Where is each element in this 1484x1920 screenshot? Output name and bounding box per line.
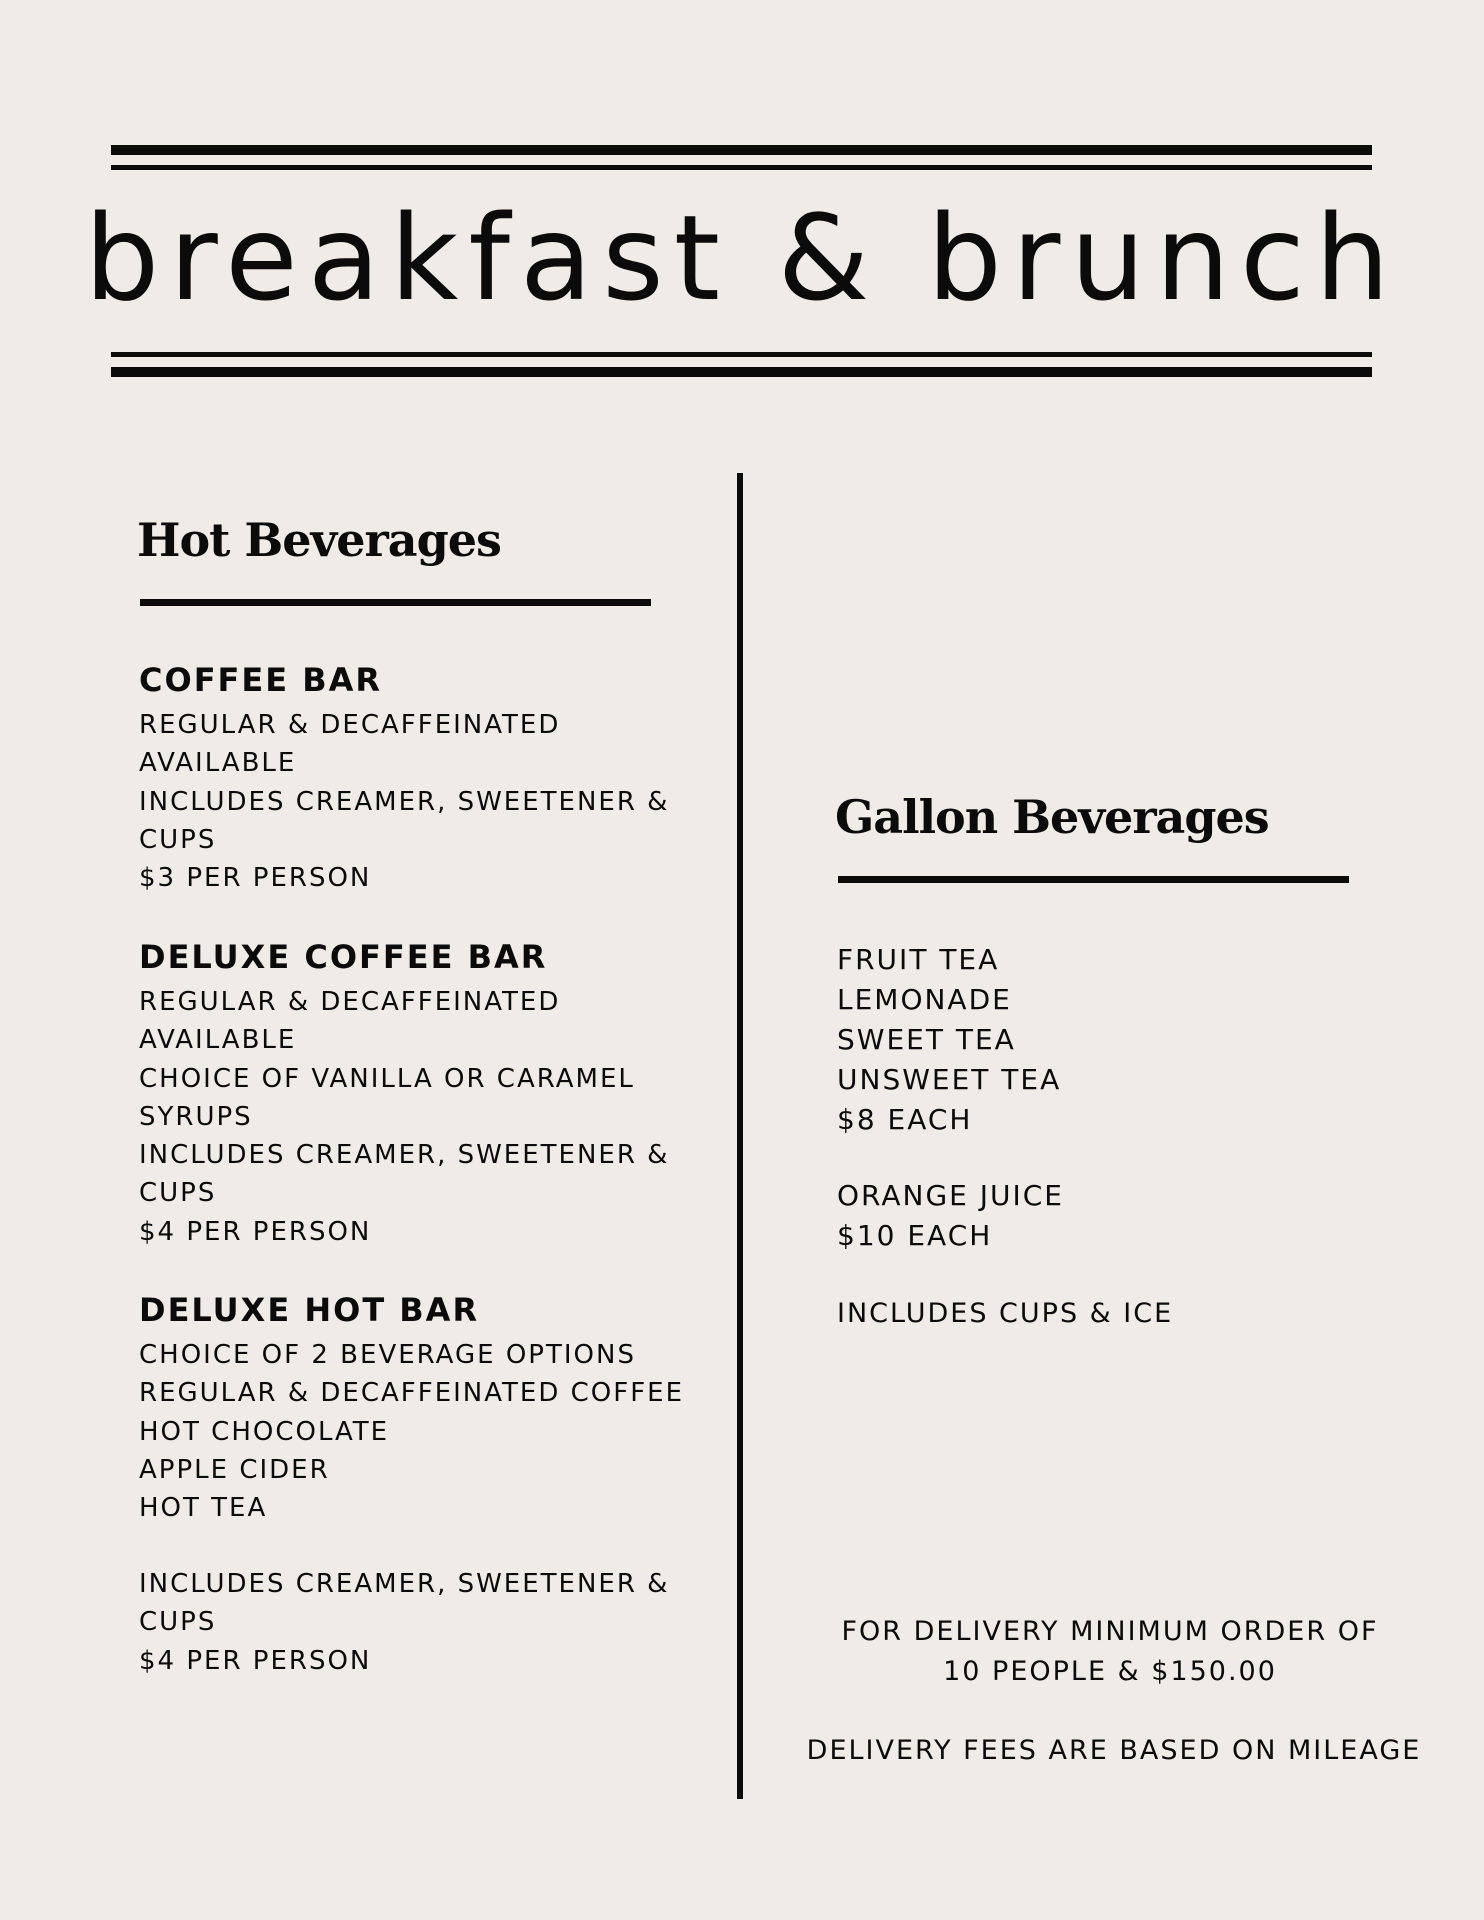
deluxe-hot-bar-price: $4 PER PERSON bbox=[139, 1645, 372, 1676]
coffee-bar-details bbox=[139, 706, 669, 897]
gallon-tea-price: $8 EACH bbox=[837, 1103, 973, 1136]
header-rule-bottom-thin bbox=[111, 352, 1372, 357]
gallon-tea-item: UNSWEET TEA bbox=[837, 1063, 1062, 1096]
gallon-tea-item: SWEET TEA bbox=[837, 1023, 1016, 1056]
gallon-includes-note: INCLUDES CUPS & ICE bbox=[837, 1298, 1174, 1329]
hot-beverages-underline bbox=[140, 599, 651, 606]
gallon-tea-item: FRUIT TEA bbox=[837, 943, 1000, 976]
deluxe-coffee-bar-price: $4 PER PERSON bbox=[139, 1216, 372, 1247]
deluxe-hot-bar-line: CHOICE OF 2 BEVERAGE OPTIONS bbox=[139, 1340, 636, 1370]
deluxe-hot-bar-title: DELUXE HOT BAR bbox=[139, 1291, 480, 1329]
delivery-minimum-line: FOR DELIVERY MINIMUM ORDER OF bbox=[841, 1616, 1379, 1647]
delivery-minimum-note bbox=[760, 1612, 1460, 1692]
deluxe-coffee-bar-details bbox=[139, 983, 669, 1251]
deluxe-coffee-bar-line: CHOICE OF VANILLA OR CARAMEL bbox=[139, 1063, 635, 1094]
deluxe-coffee-bar-line: SYRUPS bbox=[139, 1101, 253, 1132]
deluxe-hot-bar-line: APPLE CIDER bbox=[139, 1454, 330, 1485]
deluxe-hot-bar-line: REGULAR & DECAFFEINATED COFFEE bbox=[139, 1378, 684, 1409]
hot-beverages-heading: Hot Beverages bbox=[137, 513, 501, 567]
deluxe-coffee-bar-line: CUPS bbox=[139, 1178, 217, 1209]
deluxe-coffee-bar-line: REGULAR & DECAFFEINATED bbox=[139, 987, 561, 1017]
gallon-juice-price: $10 EACH bbox=[837, 1219, 993, 1252]
gallon-tea-list bbox=[837, 940, 1061, 1140]
deluxe-hot-bar-note-line: CUPS bbox=[139, 1607, 217, 1638]
coffee-bar-price: $3 PER PERSON bbox=[139, 863, 372, 894]
gallon-beverages-underline bbox=[838, 876, 1349, 883]
delivery-minimum-line: 10 PEOPLE & $150.00 bbox=[943, 1656, 1277, 1687]
gallon-juice-item: ORANGE JUICE bbox=[837, 1179, 1064, 1212]
deluxe-hot-bar-line: HOT TEA bbox=[139, 1493, 268, 1524]
column-divider bbox=[737, 473, 743, 1799]
deluxe-hot-bar-line: HOT CHOCOLATE bbox=[139, 1416, 390, 1447]
coffee-bar-line: CUPS bbox=[139, 824, 217, 855]
deluxe-hot-bar-details bbox=[139, 1336, 684, 1527]
deluxe-hot-bar-notes bbox=[139, 1565, 669, 1680]
coffee-bar-line: AVAILABLE bbox=[139, 748, 297, 779]
coffee-bar-line: INCLUDES CREAMER, SWEETENER & bbox=[139, 786, 670, 817]
deluxe-coffee-bar-line: INCLUDES CREAMER, SWEETENER & bbox=[139, 1140, 670, 1171]
deluxe-hot-bar-note-line: INCLUDES CREAMER, SWEETENER & bbox=[139, 1569, 670, 1599]
header-rule-bottom-thick bbox=[111, 367, 1372, 377]
header-rule-top-thin bbox=[111, 165, 1372, 170]
header-rule-top-thick bbox=[111, 145, 1372, 155]
coffee-bar-title: COFFEE BAR bbox=[139, 661, 383, 699]
page-title: breakfast & brunch bbox=[84, 189, 1400, 327]
deluxe-coffee-bar-title: DELUXE COFFEE BAR bbox=[139, 938, 548, 976]
deluxe-coffee-bar-line: AVAILABLE bbox=[139, 1025, 297, 1056]
gallon-juice-list bbox=[837, 1176, 1064, 1256]
coffee-bar-line: REGULAR & DECAFFEINATED bbox=[139, 710, 561, 740]
delivery-fees-note: DELIVERY FEES ARE BASED ON MILEAGE bbox=[806, 1735, 1422, 1766]
gallon-tea-item: LEMONADE bbox=[837, 983, 1012, 1016]
gallon-beverages-heading: Gallon Beverages bbox=[835, 790, 1269, 844]
